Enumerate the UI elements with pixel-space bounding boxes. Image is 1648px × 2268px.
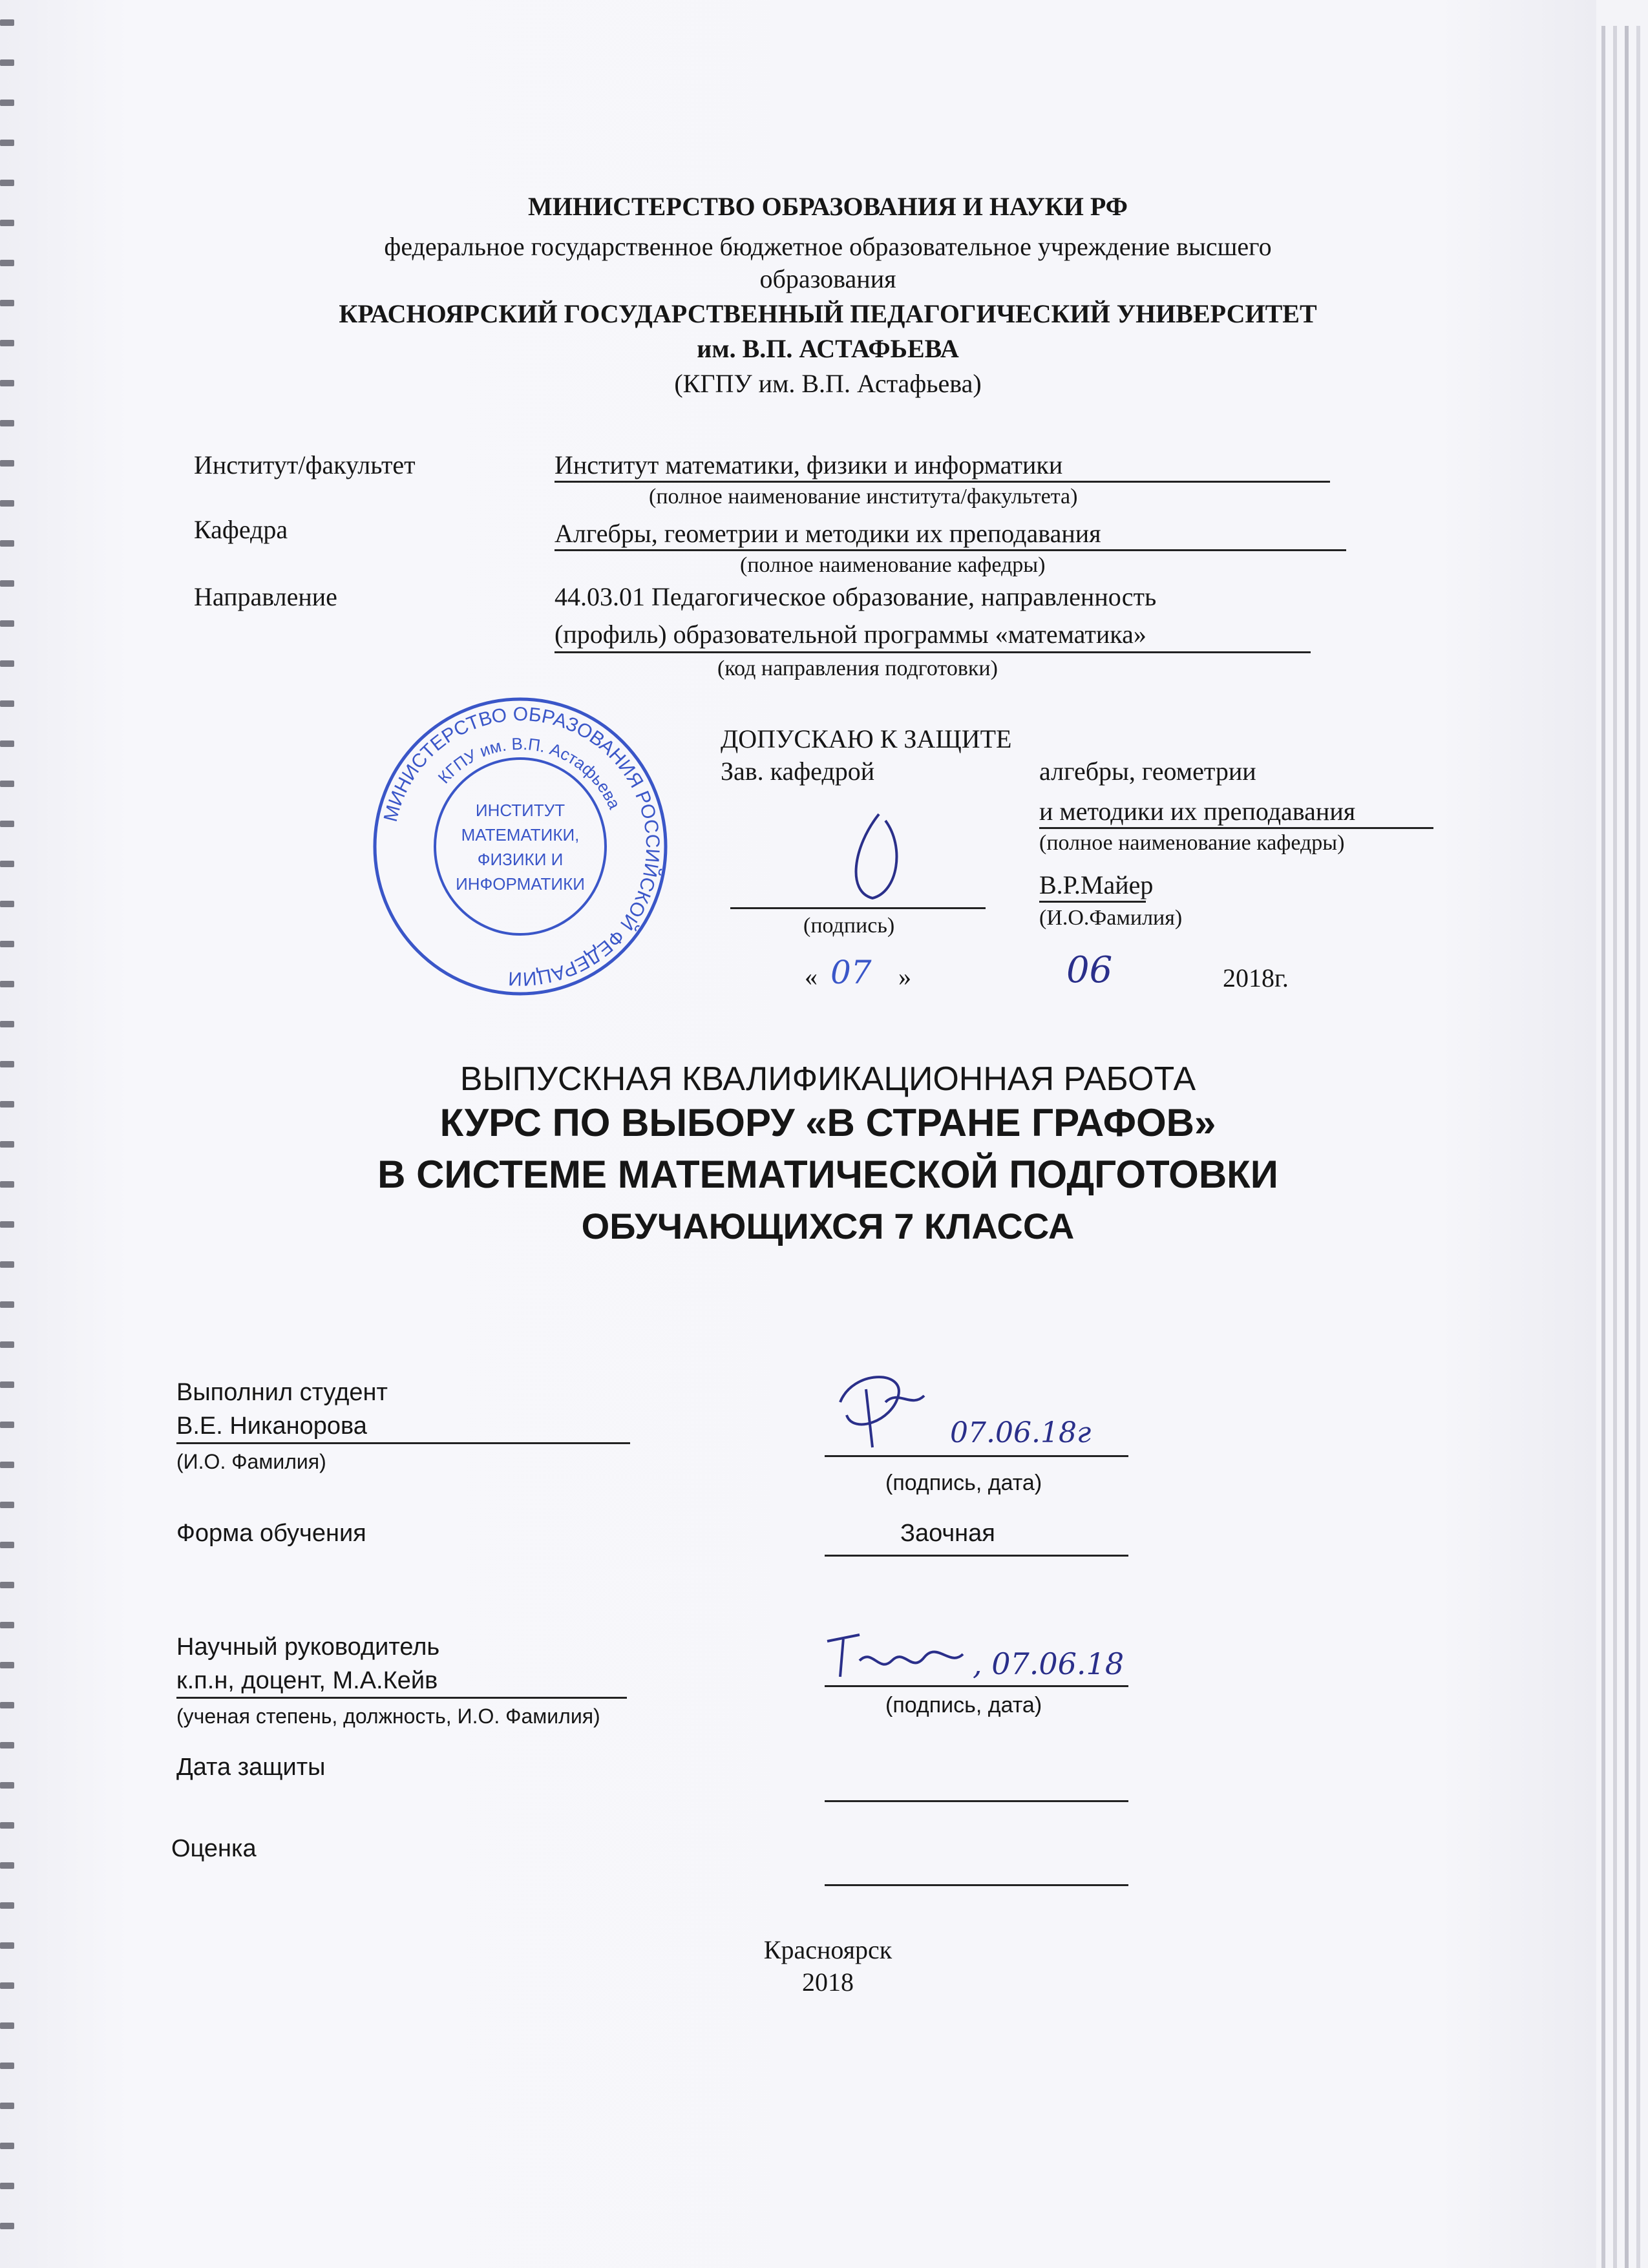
approval-heading: ДОПУСКАЮ К ЗАЩИТЕ <box>721 724 1012 753</box>
head-name-hint: (И.О.Фамилия) <box>1039 906 1183 930</box>
binding-ring <box>0 2103 14 2109</box>
page-edge <box>1636 26 1640 2268</box>
binding-ring <box>0 460 14 467</box>
underline <box>1039 901 1146 903</box>
institute-hint: (полное наименование института/факультета) <box>649 485 1078 509</box>
binding-ring <box>0 981 14 987</box>
date-year: 2018г. <box>1223 963 1289 992</box>
head-signature <box>834 808 911 905</box>
work-type: ВЫПУСКНАЯ КВАЛИФИКАЦИОННАЯ РАБОТА <box>460 1060 1196 1098</box>
binding-ring <box>0 1301 14 1308</box>
binding-ring <box>0 1862 14 1869</box>
supervisor-signature-hint: (подпись, дата) <box>885 1693 1042 1717</box>
university-name: КРАСНОЯРСКИЙ ГОСУДАРСТВЕННЫЙ ПЕДАГОГИЧЕСКИЙ УНИВЕРСИТЕТ <box>339 299 1317 328</box>
ministry-heading: МИНИСТЕРСТВО ОБРАЗОВАНИЯ И НАУКИ РФ <box>528 192 1128 221</box>
binding-ring <box>0 941 14 947</box>
underline <box>555 549 1346 551</box>
student-label: Выполнил студент <box>176 1379 388 1406</box>
institute-value: Институт математики, физики и информатики <box>555 450 1063 479</box>
binding-ring <box>0 1822 14 1829</box>
student-name-hint: (И.О. Фамилия) <box>176 1450 326 1473</box>
institution-type-cont: образования <box>759 264 896 293</box>
binding-ring <box>0 821 14 827</box>
binding-ring <box>0 861 14 867</box>
supervisor-label: Научный руководитель <box>176 1633 440 1661</box>
signature-line <box>825 1455 1128 1457</box>
student-signature-hint: (подпись, дата) <box>885 1471 1042 1495</box>
binding-ring <box>0 1942 14 1949</box>
binding-ring <box>0 300 14 306</box>
binding-ring <box>0 1902 14 1909</box>
binding-ring <box>0 140 14 146</box>
signature-line <box>825 1685 1128 1687</box>
binding-ring <box>0 1061 14 1067</box>
head-label: Зав. кафедрой <box>721 757 875 786</box>
signature-line <box>730 907 986 909</box>
page-edge <box>1601 26 1605 2268</box>
date-open-quote: « <box>805 962 818 991</box>
binding-ring <box>0 340 14 346</box>
binding-ring <box>0 1221 14 1228</box>
binding-ring <box>0 2143 14 2149</box>
supervisor-signature <box>821 1622 969 1680</box>
underline <box>555 481 1330 483</box>
official-stamp <box>368 695 672 998</box>
student-signature-date: 07.06.18г <box>950 1416 1092 1449</box>
binding-ring <box>0 220 14 226</box>
binding-ring <box>0 2063 14 2069</box>
binding-ring <box>0 1101 14 1108</box>
binding-ring <box>0 1181 14 1188</box>
page-edge <box>1625 26 1629 2268</box>
binding-ring <box>0 901 14 907</box>
page-edge <box>1613 26 1617 2268</box>
stamp-center-line: ФИЗИКИ И <box>477 850 564 869</box>
department-label: Кафедра <box>194 515 288 544</box>
date-close-quote: » <box>898 962 911 991</box>
stamp-center-line: ИНСТИТУТ <box>475 801 565 820</box>
binding-ring <box>0 59 14 66</box>
work-title-cont: ОБУЧАЮЩИХСЯ 7 КЛАССА <box>581 1206 1075 1246</box>
supervisor-signature-date: , 07.06.18 <box>973 1646 1125 1681</box>
approval-dept-cont: и методики их преподавания <box>1039 797 1356 826</box>
study-form-value: Заочная <box>900 1520 995 1547</box>
binding-ring <box>0 1742 14 1748</box>
binding-ring <box>0 380 14 386</box>
department-hint: (полное наименование кафедры) <box>740 553 1046 577</box>
stamp-center-line: МАТЕМАТИКИ, <box>461 825 580 845</box>
binding-ring <box>0 740 14 747</box>
binding-ring <box>0 2022 14 2029</box>
binding-ring <box>0 2183 14 2189</box>
binding-ring <box>0 1462 14 1468</box>
study-form-label: Форма обучения <box>176 1520 366 1547</box>
head-name: В.Р.Майер <box>1039 870 1154 899</box>
binding-ring <box>0 2223 14 2229</box>
binding-ring <box>0 1582 14 1588</box>
binding-ring <box>0 700 14 707</box>
approval-dept-hint: (полное наименование кафедры) <box>1039 831 1345 855</box>
direction-value-cont: (профиль) образовательной программы «математика» <box>555 620 1146 649</box>
binding-ring <box>0 1261 14 1268</box>
binding-ring <box>0 580 14 587</box>
direction-label: Направление <box>194 582 337 611</box>
binding-ring <box>0 1542 14 1548</box>
binding-ring <box>0 1782 14 1789</box>
underline <box>176 1697 627 1699</box>
underline <box>176 1442 630 1444</box>
university-named-after: им. В.П. АСТАФЬЕВА <box>697 334 959 363</box>
binding-ring <box>0 1341 14 1348</box>
binding-ring <box>0 1422 14 1428</box>
grade-line <box>825 1884 1128 1886</box>
department-value: Алгебры, геометрии и методики их преподавания <box>555 519 1101 548</box>
binding-ring <box>0 180 14 186</box>
defense-date-label: Дата защиты <box>176 1754 326 1781</box>
binding-ring <box>0 660 14 667</box>
binding-ring <box>0 781 14 787</box>
direction-value: 44.03.01 Педагогическое образование, направленность <box>555 582 1157 611</box>
supervisor-name: к.п.н, доцент, М.А.Кейв <box>176 1667 438 1694</box>
institute-label: Институт/факультет <box>194 450 416 479</box>
underline <box>1039 827 1433 829</box>
binding-ring <box>0 1982 14 1989</box>
underline <box>555 651 1311 653</box>
binding-ring <box>0 540 14 547</box>
supervisor-name-hint: (ученая степень, должность, И.О. Фамилия) <box>176 1705 600 1728</box>
defense-date-line <box>825 1800 1128 1802</box>
stamp-inner-text: КГПУ им. В.П. Астафьева <box>434 733 625 812</box>
binding-ring <box>0 19 14 26</box>
city: Красноярск <box>763 1935 893 1964</box>
binding-ring <box>0 1502 14 1508</box>
binding-ring <box>0 1141 14 1148</box>
binding-ring <box>0 260 14 266</box>
binding-ring <box>0 1662 14 1668</box>
institution-type: федеральное государственное бюджетное образовательное учреждение высшего <box>384 232 1272 261</box>
stamp-outer-text: МИНИСТЕРСТВО ОБРАЗОВАНИЯ РОССИЙСКОЙ ФЕДЕРАЦИИ <box>379 703 664 990</box>
binding-ring <box>0 100 14 106</box>
grade-label: Оценка <box>171 1835 257 1862</box>
work-title: КУРС ПО ВЫБОРУ «В СТРАНЕ ГРАФОВ» <box>439 1101 1216 1144</box>
direction-hint: (код направления подготовки) <box>717 656 998 680</box>
underline <box>825 1555 1128 1557</box>
university-abbr: (КГПУ им. В.П. Астафьева) <box>674 369 982 398</box>
binding-ring <box>0 620 14 627</box>
binding-ring <box>0 420 14 426</box>
binding-ring <box>0 1702 14 1708</box>
approval-dept: алгебры, геометрии <box>1039 757 1256 786</box>
date-day: 07 <box>830 954 872 991</box>
binding-ring <box>0 1622 14 1628</box>
binding-ring <box>0 500 14 507</box>
signature-hint: (подпись) <box>803 914 895 938</box>
student-name: В.Е. Никанорова <box>176 1412 367 1440</box>
date-month: 06 <box>1066 949 1113 991</box>
year: 2018 <box>802 1968 854 1997</box>
stamp-center-line: ИНФОРМАТИКИ <box>456 874 585 894</box>
binding-ring <box>0 1381 14 1388</box>
binding-ring <box>0 1021 14 1027</box>
work-title-cont: В СИСТЕМЕ МАТЕМАТИЧЕСКОЙ ПОДГОТОВКИ <box>377 1153 1278 1196</box>
student-signature <box>827 1363 937 1454</box>
